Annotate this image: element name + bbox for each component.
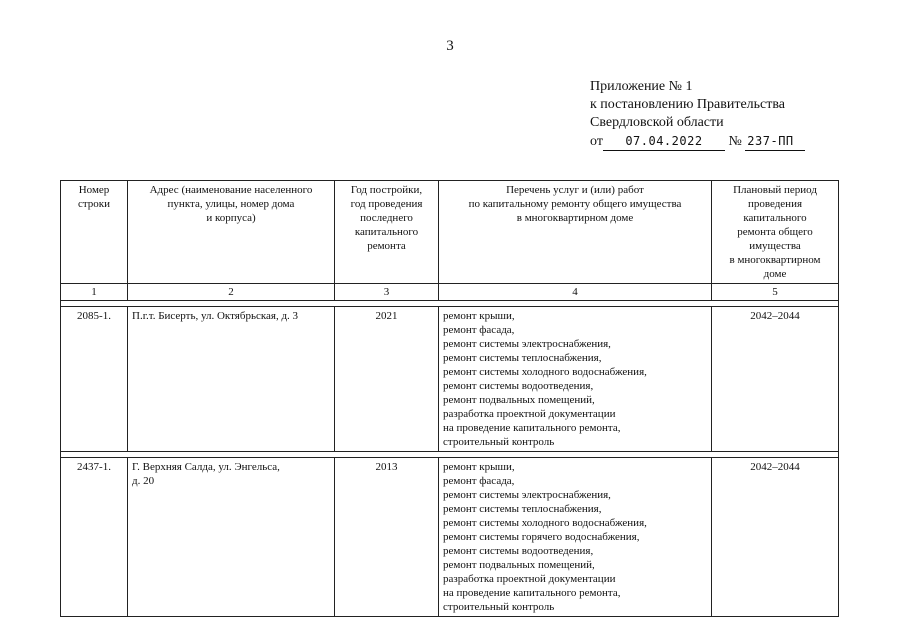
header-year	[335, 181, 439, 284]
header-period	[712, 181, 839, 284]
text-line: Год постройки,	[350, 184, 423, 196]
resolution-date: 07.04.2022	[603, 132, 725, 151]
page-number: 3	[446, 38, 454, 54]
work-item: на проведение капитального ремонта,	[443, 587, 621, 599]
row-period: 2042–2044	[712, 458, 839, 617]
header-works	[439, 181, 712, 284]
text-line: год проведения	[350, 198, 423, 210]
text-line: капитального	[743, 212, 807, 224]
table-row	[61, 307, 839, 452]
work-item: разработка проектной документации	[443, 573, 616, 585]
text-line: по капитальному ремонту общего имущества	[468, 198, 682, 210]
work-item: на проведение капитального ремонта,	[443, 422, 621, 434]
text-line: в многоквартирном	[729, 254, 821, 266]
table-header-row	[61, 181, 839, 284]
work-item: ремонт системы холодного водоснабжения,	[443, 517, 647, 529]
work-item: строительный контроль	[443, 601, 555, 613]
column-number: 4	[439, 284, 712, 301]
column-number: 5	[712, 284, 839, 301]
column-number: 1	[61, 284, 128, 301]
row-address	[128, 307, 335, 452]
row-number: 2085-1.	[61, 307, 128, 452]
text-line: Номер	[78, 184, 110, 196]
work-item: ремонт системы водоотведения,	[443, 380, 594, 392]
row-number: 2437-1.	[61, 458, 128, 617]
text-line: Адрес (наименование населенного	[149, 184, 313, 196]
text-line: ремонта	[367, 240, 406, 252]
header-address	[128, 181, 335, 284]
text-line: имущества	[749, 240, 801, 252]
work-item: ремонт крыши,	[443, 461, 515, 473]
work-item: ремонт системы электроснабжения,	[443, 338, 611, 350]
work-item: ремонт фасада,	[443, 475, 515, 487]
number-label: №	[728, 134, 742, 149]
text-line: капитального	[354, 226, 419, 238]
work-item: ремонт крыши,	[443, 310, 515, 322]
appendix-title: Приложение № 1	[590, 79, 693, 94]
work-item: ремонт системы холодного водоснабжения,	[443, 366, 647, 378]
row-works	[439, 307, 712, 452]
work-item: ремонт подвальных помещений,	[443, 394, 595, 406]
column-number: 2	[128, 284, 335, 301]
work-item: ремонт системы электроснабжения,	[443, 489, 611, 501]
header-row-number	[61, 181, 128, 284]
appendix-region: Свердловской области	[590, 115, 724, 130]
text-line: последнего	[360, 212, 413, 224]
work-item: ремонт подвальных помещений,	[443, 559, 595, 571]
row-period: 2042–2044	[712, 307, 839, 452]
table-row	[61, 458, 839, 617]
row-year: 2021	[335, 307, 439, 452]
text-line: и корпуса)	[206, 212, 256, 224]
row-works	[439, 458, 712, 617]
row-year: 2013	[335, 458, 439, 617]
work-item: ремонт системы теплоснабжения,	[443, 352, 602, 364]
text-line: Перечень услуг и (или) работ	[506, 184, 644, 196]
text-line: пункта, улицы, номер дома	[167, 198, 295, 210]
text-line: доме	[763, 268, 787, 280]
work-item: ремонт системы теплоснабжения,	[443, 503, 602, 515]
text-line: П.г.т. Бисерть, ул. Октябрьская, д. 3	[132, 310, 299, 322]
work-item: ремонт системы водоотведения,	[443, 545, 594, 557]
text-line: строки	[77, 198, 111, 210]
column-numbers-row	[61, 284, 839, 301]
text-line: Плановый период	[733, 184, 817, 196]
text-line: Г. Верхняя Салда, ул. Энгельса,	[132, 461, 280, 473]
appendix-resolution-ref: к постановлению Правительства	[590, 97, 786, 112]
text-line: ремонта общего	[737, 226, 813, 238]
work-item: разработка проектной документации	[443, 408, 616, 420]
repair-schedule-table	[60, 180, 839, 617]
text-line: д. 20	[132, 475, 155, 487]
appendix-block	[590, 78, 850, 151]
row-address	[128, 458, 335, 617]
work-item: строительный контроль	[443, 436, 555, 448]
resolution-number: 237-ПП	[745, 132, 805, 151]
appendix-date-line	[590, 132, 850, 151]
work-item: ремонт системы горячего водоснабжения,	[443, 531, 640, 543]
text-line: в многоквартирном доме	[516, 212, 634, 224]
from-label: от	[590, 134, 603, 149]
column-number: 3	[335, 284, 439, 301]
work-item: ремонт фасада,	[443, 324, 515, 336]
text-line: проведения	[747, 198, 803, 210]
